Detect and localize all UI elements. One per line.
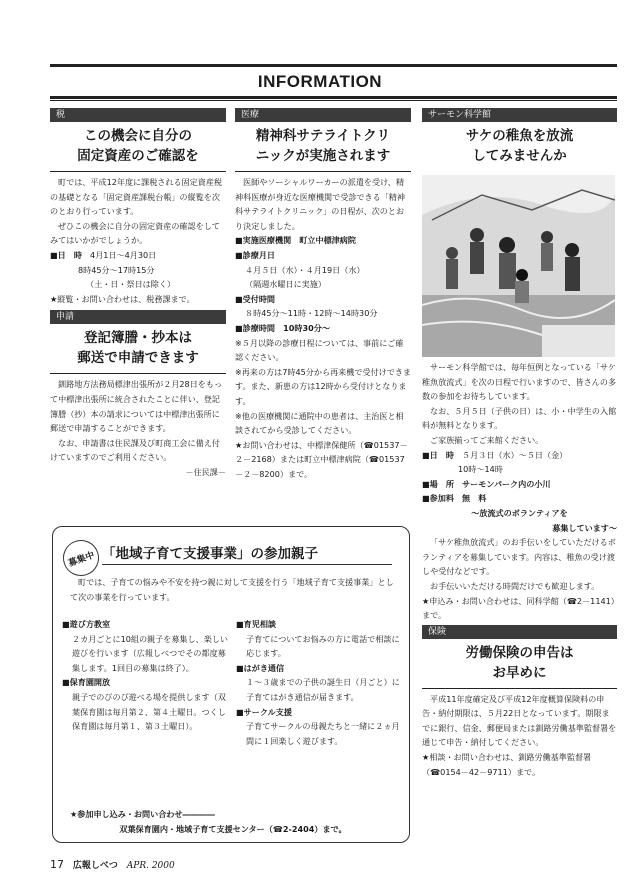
photo-illustration: [422, 175, 615, 357]
medical-paragraph: 医師やソーシャルワーカーの派遣を受け、精神科医療が身近な医療機関で受診できる「精神科サテライトクリニック」の日程が、次のとおり決定しました。: [235, 177, 405, 231]
tax-headline: [50, 122, 226, 172]
childcare-intro: [70, 575, 396, 604]
recruiting-badge: 募集中: [58, 535, 104, 581]
salmon-headline-line1: サケの稚魚を放流: [465, 128, 574, 144]
medical-date-label: ■診療月日: [235, 249, 276, 260]
tax-headline-line2: 固定資産のご確認を: [77, 148, 199, 164]
apply-tag: 申請: [50, 310, 226, 324]
circle-text: 子育てサークルの母親たちと一緒に２ヵ月間に１回楽しく遊びます。: [246, 721, 400, 746]
apply-paragraph: なお、申請書は住民課及び町商工会に備え付けていますのでご利用ください。: [50, 437, 220, 463]
apply-headline: [50, 324, 226, 374]
salmon-time: 10時～14時: [458, 464, 503, 475]
card-text: １～３歳までの子供の誕生日（月ごと）に子育てはがき通信が届きます。: [246, 677, 400, 702]
medical-headline: [235, 122, 411, 172]
insurance-headline-line2: お早めに: [492, 664, 547, 681]
salmon-date-label: ■日 時: [422, 449, 454, 460]
medical-note: ※５月以降の診療日程については、事前にご確認ください。: [235, 337, 404, 363]
left-column: [50, 108, 226, 480]
circle-label: ■サークル支援: [236, 706, 292, 717]
medical-note: ※他の医療機関に通院中の患者は、主治医と相談されてから受診してください。: [235, 410, 404, 436]
card-label: ■はがき通信: [236, 662, 285, 673]
tax-date-label: ■日 時: [50, 249, 82, 260]
childcare-intro-text: 町では、子育ての悩みや不安を持つ親に対して支援を行う「地域子育て支援事業」として次の事業を行っています。: [70, 577, 394, 602]
nursery-text: 親子でのびのび遊べる場を提供します（双葉保育園は毎月第２、第４土曜日。つくし保育園は毎月第１、第３土曜日）。: [72, 691, 226, 732]
apply-sign: －住民課－: [185, 466, 226, 477]
tax-contact: ★縦覧・お問い合わせは、税務課まで。: [50, 293, 195, 304]
apply-body: [50, 377, 226, 479]
top-rule: [50, 64, 617, 67]
tax-headline-line1: この機会に自分の: [84, 128, 192, 144]
salmon-date-value: ５月３日（水）～５日（金）: [462, 449, 568, 460]
medical-facility: ■実施医療機関 町立中標津病院: [235, 235, 356, 246]
insurance-body: [422, 692, 617, 780]
childcare-apply: [70, 807, 396, 836]
publication-name: 広報しべつ: [72, 861, 118, 871]
tax-date: [50, 248, 226, 263]
medical-tag: 医療: [235, 108, 411, 122]
insurance-tag: 保険: [422, 625, 617, 639]
page-number: 17: [50, 858, 64, 871]
consult-text: 子育てについてお悩みの方に電話で相談に応じます。: [246, 633, 400, 659]
salmon-headline-line2: してみませんか: [472, 148, 567, 164]
medical-body: [235, 175, 411, 481]
masthead-rule: [50, 96, 617, 99]
right-column: [422, 108, 617, 779]
medical-reception-value: ８時45分～11時・12時～14時30分: [245, 308, 378, 319]
childcare-right-items: [236, 617, 400, 748]
middle-column: [235, 108, 411, 481]
tax-tag: 税: [50, 108, 226, 122]
publication-date: APR. 2000: [126, 861, 175, 871]
salmon-paragraph: 「サケ稚魚放流式」のお手伝いをしていただけるボランティアを募集しています。内容は、稚魚の受け渡しや受付などです。: [422, 537, 616, 577]
medical-date-value: ４月５日（水）・４月19日（水）: [245, 264, 365, 275]
salmon-tag: サーモン科学館: [422, 108, 617, 122]
consult-label: ■育児相談: [236, 619, 277, 629]
tax-closed: （土・日・祭日は除く）: [86, 279, 176, 290]
tax-paragraph: 町では、平成12年度に課税される固定資産税の基礎となる「固定資産課税台帳」の縦覧を次のとおり行っています。: [50, 177, 223, 217]
salmon-fee: ■参加料 無 料: [422, 493, 487, 504]
apply-paragraph: 釧路地方法務局標津出張所が２月28日をもって中標津出張所に統合されたことに伴い、登記簿謄（抄）本の請求については中標津出張所に郵送で申請することができます。: [50, 379, 223, 434]
insurance-paragraph: 平成11年度確定及び平成12年度概算保険料の申告・納付期限は、５月22日となっています。期限までに銀行、信金、郵便局または釧路労働基準監督署を通じて申告・納付してください。: [422, 693, 617, 748]
medical-date-note: （隔週水曜日に実施）: [245, 279, 326, 290]
apply-headline-line1: 登記簿謄・抄本は: [84, 330, 192, 347]
tax-date-value: 4月1日～4月30日: [90, 249, 157, 260]
childcare-title-underline: [102, 564, 392, 565]
apply-headline-line2: 郵送で申請できます: [77, 350, 199, 367]
salmon-body: [422, 360, 617, 623]
salmon-headline: [422, 122, 617, 171]
medical-headline-line2: ニックが実施されます: [255, 148, 391, 164]
medical-reception-label: ■受付時間: [235, 293, 276, 304]
insurance-headline: [422, 639, 617, 689]
salmon-volunteer-heading: ～放流式のボランティアを: [471, 507, 568, 518]
childcare-apply-heading: ★参加申し込み・お問い合わせ――――: [70, 809, 215, 819]
childcare-title: 「地域子育て支援事業」の参加親子: [102, 546, 318, 562]
salmon-date: [422, 448, 617, 463]
salmon-release-photo: [422, 175, 615, 357]
salmon-paragraph: なお、５月５日（子供の日）は、小・中学生の入館料が無料となります。: [422, 405, 617, 431]
footer: [50, 858, 175, 871]
tax-paragraph: ぜひこの機会に自分の固定資産の確認をしてみてはいかがでしょうか。: [50, 220, 220, 246]
salmon-place: ■場 所 サーモンパーク内の小川: [422, 478, 551, 489]
childcare-left-items: [62, 617, 230, 734]
medical-contact: ★お問い合わせは、中標津保健所（☎01537－２－2168）または町立中標津病院（☎01537－２－8200）まで。: [235, 439, 408, 479]
insurance-contact: ★相談・お問い合わせは、釧路労働基準監督署（☎0154－42－9711）まで。: [422, 752, 592, 777]
tax-body: [50, 175, 226, 306]
salmon-contact: ★申込み・お問い合わせは、同科学館（☎2－1141）まで。: [422, 595, 615, 621]
nursery-label: ■保育園開放: [62, 677, 111, 688]
salmon-paragraph: ご家族揃ってご来館ください。: [430, 434, 544, 445]
salmon-paragraph: サーモン科学館では、毎年恒例となっている「サケ稚魚放流式」を次の日程で行いますので、皆さんの多数の参加をお待ちしています。: [422, 362, 617, 402]
medical-note: ※再来の方は7時45分から再来機で受付けできます。また、新患の方は12時から受付けとなります。: [235, 366, 412, 406]
masthead: INFORMATION: [257, 72, 383, 91]
masthead-rule-thin: [50, 100, 617, 101]
salmon-volunteer-heading: 募集しています～: [552, 522, 617, 533]
childcare-apply-contact: 双葉保育園内・地域子育て支援センター（☎2-2404）まで。: [119, 823, 347, 834]
insurance-headline-line1: 労働保険の申告は: [465, 644, 574, 661]
medical-hours: ■診療時間 10時30分～: [235, 322, 330, 333]
salmon-paragraph: お手伝いいただける時間だけでも歓迎します。: [430, 580, 600, 591]
play-text: ２カ月ごとに10組の親子を募集し、楽しい遊びを行います（広報しべつでその都度募集します。1回目の募集は終了）。: [72, 633, 228, 673]
medical-headline-line1: 精神科サテライトクリ: [255, 128, 391, 144]
tax-time: 8時45分～17時15分: [78, 264, 155, 275]
play-label: ■遊び方教室: [62, 619, 111, 629]
